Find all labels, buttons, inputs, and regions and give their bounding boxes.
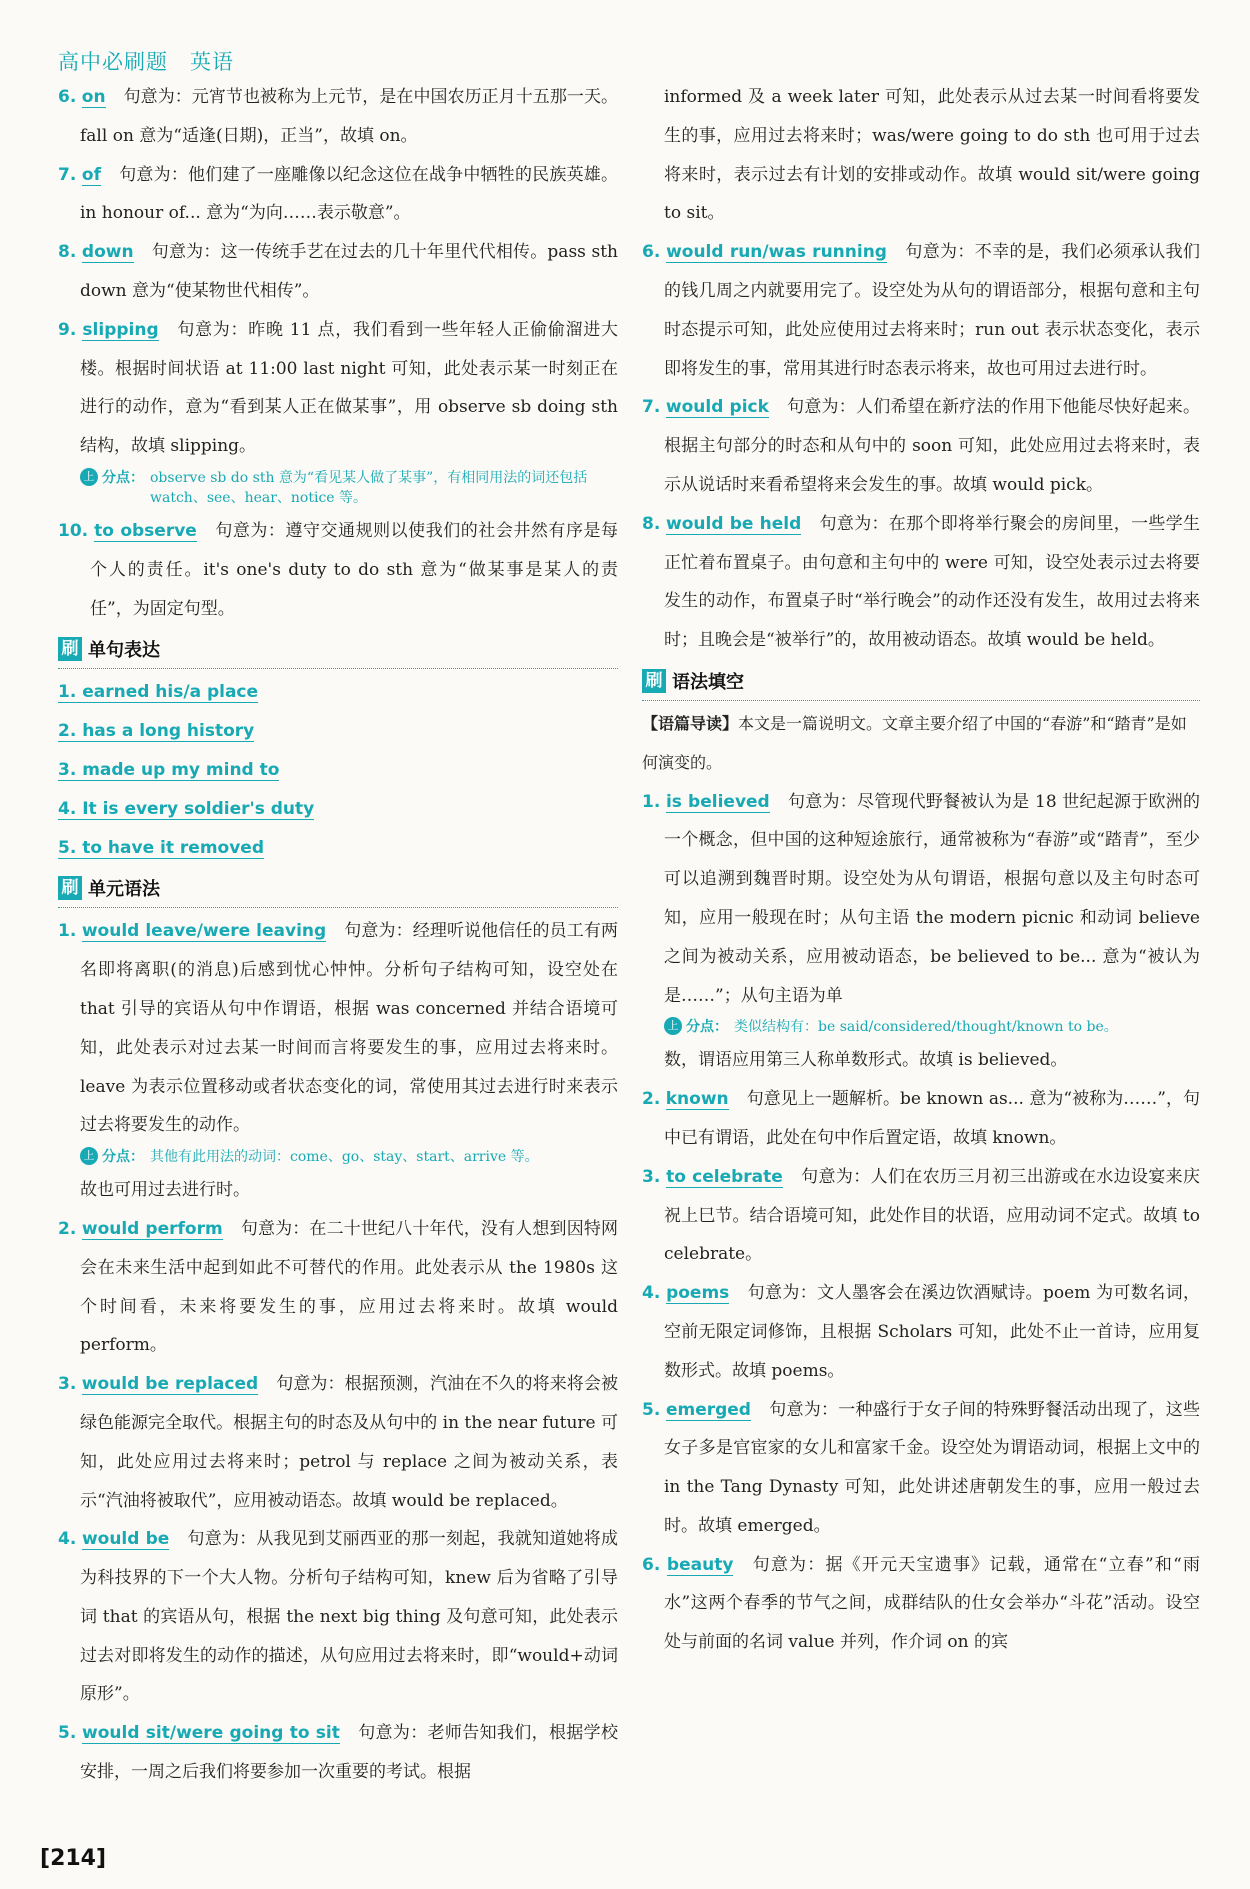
explanation: 句意为：在二十世纪八十年代，没有人想到因特网会在未来生活中起到如此不可替代的作用。此处表示从 the 1980s 这个时间看，未来将要发生的事，应用过去将来时。故填 would perform。 (80, 1218, 618, 1356)
section-title: 单句表达 (88, 640, 160, 662)
answer-item: 8. would be held 句意为：在那个即将举行聚会的房间里，一些学生正忙着布置桌子。由句意和主句中的 were 可知，设空处表示过去将要发生的动作，布置桌子时“举行晚会”的动作还没有发生，故用过去将来时；且晚会是“被举行”的，故用被动语态。故填 would be held。 (642, 513, 1201, 651)
explanation: 句意为：从我见到艾丽西亚的那一刻起，我就知道她将成为科技界的下一个大人物。分析句子结构可知，knew 后为省略了引导词 that 的宾语从句，根据 the next big thing 及句意可知，此处表示过去对即将发生的动作的描述，从句应用过去将来时，即“would+动词原形”。 (80, 1529, 619, 1705)
page-number: [214] (40, 1846, 107, 1871)
continuation-text: 故也可用过去进行时。 (80, 1180, 250, 1201)
section-header (58, 869, 618, 908)
explanation: 句意为：一种盛行于女子间的特殊野餐活动出现了，这些女子多是官宦家的女儿和富家千金。设空处为谓语动词，根据上文中的 in the Tang Dynasty 可知，此处讲述唐朝发生的事，应用一般过去时。故填 emerged。 (664, 1399, 1201, 1536)
section-badge: 刷 (642, 669, 666, 693)
explanation: 句意为：元宵节也被称为上元节，是在中国农历正月十五那一天。fall on 意为“适逢(日期)，正当”，故填 on。 (80, 87, 619, 146)
section-title: 语法填空 (672, 671, 744, 693)
answer-item: 8. down 句意为：这一传统手艺在过去的几十年里代代相传。pass sth down 意为“使某物世代相传”。 (58, 242, 618, 301)
explanation: 句意为：尽管现代野餐被认为是 18 世纪起源于欧洲的一个概念，但中国的这种短途旅行，通常被称为“春游”或“踏青”，至少可以追溯到魏晋时期。设空处为从句谓语，根据句意以及主句时态可知，应用一般现在时；从句主语 the modern picnic 和动词 believe 之间为被动关系，应用被动语态，be believed to be... 意为“被认为是……”；从句主语为单 (664, 791, 1200, 1006)
answer-text: poems (666, 1283, 730, 1304)
explanation: 句意为：人们在农历三月初三出游或在水边设宴来庆祝上巳节。结合语境可知，此处作目的状语，应用动词不定式。故填 to celebrate。 (664, 1166, 1201, 1265)
answer-item: 3. would be replaced 句意为：根据预测，汽油在不久的将来将会被绿色能源完全取代。根据主句的时态及从句中的 in the near future 可知，此处应用过去将来时；petrol 与 replace 之间为被动关系，表示“汽油将被取代”，应用被动语态。故填 would be replaced。 (58, 1374, 618, 1511)
section-header (58, 630, 618, 669)
answer-item: 4. poems 句意为：文人墨客会在溪边饮酒赋诗。poem 为可数名词，空前无限定词修饰，且根据 Scholars 可知，此处不止一首诗，应用复数形式。故填 poems。 (642, 1283, 1200, 1381)
explanation: 句意为：据《开元天宝遗事》记载，通常在“立春”和“雨水”这两个春季的节气之间，成群结队的仕女会举办“斗花”活动。设空处与前面的名词 value 并列，作介词 on 的宾 (664, 1554, 1200, 1653)
explanation: 句意为：人们希望在新疗法的作用下他能尽快好起来。根据主句部分的时态和从句中的 soon 可知，此处应用过去将来时，表示从说话时来看希望将来会发生的事。故填 would pick。 (664, 397, 1201, 495)
answer-text: would leave/were leaving (81, 921, 327, 942)
continuation-text: informed 及 a week later 可知，此处表示从过去某一时间看将要发生的事，应用过去将来时；was/were going to do sth 也可用于过去将来时，表示过去有计划的安排或动作。故填 would sit/were going to sit。 (664, 87, 1200, 224)
explanation: 句意见上一题解析。be known as... 意为“被称为……”，句中已有谓语，此处在句中作后置定语，故填 known。 (664, 1089, 1201, 1148)
answer-text: to celebrate (666, 1166, 783, 1187)
answer-text: known (665, 1089, 729, 1110)
answer-item: 4. would be 句意为：从我见到艾丽西亚的那一刻起，我就知道她将成为科技界的下一个大人物。分析句子结构可知，knew 后为省略了引导词 that 的宾语从句，根据 the next big thing 及句意可知，此处表示过去对即将发生的动作的描述，从句应用过去将来时，即“would+动词原形”。 (58, 1529, 619, 1705)
answer-text: would run/was running (666, 242, 887, 263)
answer-text: would perform (81, 1218, 223, 1239)
explanation: 句意为：这一传统手艺在过去的几十年里代代相传。pass sth down 意为“使某物世代相传”。 (80, 242, 618, 301)
right-column (642, 78, 1200, 1662)
tip-icon: 上 (80, 468, 98, 486)
tip-note: 上 分点： 其他有此用法的动词：come、go、stay、start、arrive 等。 (80, 1147, 618, 1167)
answer-text: beauty (666, 1554, 734, 1575)
answer-item: 7. would pick 句意为：人们希望在新疗法的作用下他能尽快好起来。根据主句部分的时态和从句中的 soon 可知，此处应用过去将来时，表示从说话时来看希望将来会发生的事。故填 would pick。 (642, 397, 1201, 495)
answer-text: on (81, 87, 106, 107)
answer-item: 1. is believed 句意为：尽管现代野餐被认为是 18 世纪起源于欧洲的一个概念，但中国的这种短途旅行，通常被称为“春游”或“踏青”，至少可以追溯到魏晋时期。设空处为从句谓语，根据句意以及主句时态可知，应用一般现在时；从句主语 the modern picnic 和动词 believe 之间为被动关系，应用被动语态，be believed to be... 意为“被认为是……”；从句主语为单 (642, 791, 1200, 1006)
section-badge: 刷 (58, 637, 82, 661)
tip-icon: 上 (664, 1017, 682, 1035)
section-title: 单元语法 (88, 879, 160, 901)
page-header (58, 46, 234, 76)
explanation: 句意为：文人墨客会在溪边饮酒赋诗。poem 为可数名词，空前无限定词修饰，且根据 Scholars 可知，此处不止一首诗，应用复数形式。故填 poems。 (664, 1283, 1200, 1381)
answer-item: 5. emerged 句意为：一种盛行于女子间的特殊野餐活动出现了，这些女子多是官宦家的女儿和富家千金。设空处为谓语动词，根据上文中的 in the Tang Dynasty 可知，此处讲述唐朝发生的事，应用一般过去时。故填 emerged。 (642, 1399, 1201, 1536)
answer-text: to observe (94, 520, 197, 541)
short-answer: 1. earned his/a place (58, 682, 259, 703)
answer-item: 7. of 句意为：他们建了一座雕像以纪念这位在战争中牺牲的民族英雄。in honour of... 意为“为向……表示敬意”。 (58, 164, 619, 224)
answer-item: 5. would sit/were going to sit 句意为：老师告知我们，根据学校安排，一周之后我们将要参加一次重要的考试。根据 (58, 1723, 618, 1783)
answer-item: 6. beauty 句意为：据《开元天宝遗事》记载，通常在“立春”和“雨水”这两个春季的节气之间，成群结队的仕女会举办“斗花”活动。设空处与前面的名词 value 并列，作介词 on 的宾 (642, 1554, 1200, 1653)
short-answer: 4. It is every soldier's duty (58, 798, 315, 819)
answer-text: would sit/were going to sit (82, 1723, 340, 1744)
tip-note: 上 分点： 类似结构有：be said/considered/thought/known to be。 (664, 1017, 1200, 1037)
section-header (642, 662, 1200, 701)
short-answer: 5. to have it removed (58, 837, 264, 858)
explanation: 句意为：不幸的是，我们必须承认我们的钱几周之内就要用完了。设空处为从句的谓语部分，根据句意和主句时态提示可知，此处应使用过去将来时；run out 表示状态变化，表示即将发生的事，常用其进行时态表示将来，故也可用过去进行时。 (664, 242, 1201, 379)
answer-item: 6. on 句意为：元宵节也被称为上元节，是在中国农历正月十五那一天。fall on 意为“适逢(日期)，正当”，故填 on。 (58, 87, 619, 146)
answer-item: 2. known 句意见上一题解析。be known as... 意为“被称为……”，句中已有谓语，此处在句中作后置定语，故填 known。 (642, 1089, 1201, 1148)
answer-text: emerged (665, 1399, 751, 1420)
answer-item: 1. would leave/were leaving 句意为：经理听说他信任的员工有两名即将离职(的消息)后感到忧心忡忡。分析句子结构可知，设空处在 that 引导的宾语从句中作谓语，根据 was concerned 并结合语境可知，此处表示对过去某一时间而言将要发生的事，应用过去将来时。leave 为表示位置移动或者状态变化的词，常使用其过去进行时来表示过去将要发生的动作。 (58, 921, 619, 1136)
explanation: 句意为：他们建了一座雕像以纪念这位在战争中牺牲的民族英雄。in honour of... 意为“为向……表示敬意”。 (80, 164, 619, 224)
intro-label: 【语篇导读】 (642, 713, 739, 733)
explanation: 句意为：昨晚 11 点，我们看到一些年轻人正偷偷溜进大楼。根据时间状语 at 11:00 last night 可知，此处表示某一时刻正在进行的动作，意为“看到某人正在做某事”，用 observe sb doing sth 结构，故填 slipping。 (80, 319, 618, 457)
explanation: 句意为：经理听说他信任的员工有两名即将离职(的消息)后感到忧心忡忡。分析句子结构可知，设空处在 that 引导的宾语从句中作谓语，根据 was concerned 并结合语境可知，此处表示对过去某一时间而言将要发生的事，应用过去将来时。leave 为表示位置移动或者状态变化的词，常使用其过去进行时来表示过去将要发生的动作。 (80, 921, 619, 1136)
answer-text: would be held (666, 513, 802, 534)
answer-text: down (81, 242, 134, 263)
subject-title: 英语 (190, 50, 234, 74)
answer-item: 10. to observe 句意为：遵守交通规则以使我们的社会井然有序是每个人的责任。it's one's duty to do sth 意为“做某事是某人的责任”，为固定句型。 (58, 520, 619, 619)
explanation: 句意为：根据预测，汽油在不久的将来将会被绿色能源完全取代。根据主句的时态及从句中的 in the near future 可知，此处应用过去将来时；petrol 与 replace 之间为被动关系，表示“汽油将被取代”，应用被动语态。故填 would be replaced。 (80, 1374, 618, 1511)
explanation: 句意为：在那个即将举行聚会的房间里，一些学生正忙着布置桌子。由句意和主句中的 were 可知，设空处表示过去将要发生的动作，布置桌子时“举行晚会”的动作还没有发生，故用过去将来时；且晚会是“被举行”的，故用被动语态。故填 would be held。 (664, 513, 1201, 651)
book-title: 高中必刷题 (58, 50, 168, 74)
short-answer: 3. made up my mind to (58, 759, 280, 780)
answer-item: 2. would perform 句意为：在二十世纪八十年代，没有人想到因特网会在未来生活中起到如此不可替代的作用。此处表示从 the 1980s 这个时间看，未来将要发生的事，应用过去将来时。故填 would perform。 (58, 1218, 618, 1356)
intro-text: 本文是一篇说明文。文章主要介绍了中国的“春游”和“踏青”是如何演变的。 (642, 713, 1187, 772)
answer-text: slipping (82, 319, 159, 340)
explanation: 句意为：遵守交通规则以使我们的社会井然有序是每个人的责任。it's one's duty to do sth 意为“做某事是某人的责任”，为固定句型。 (90, 520, 619, 619)
answer-text: would be replaced (81, 1374, 259, 1395)
answer-item: 3. to celebrate 句意为：人们在农历三月初三出游或在水边设宴来庆祝上巳节。结合语境可知，此处作目的状语，应用动词不定式。故填 to celebrate。 (642, 1166, 1201, 1265)
short-answer: 2. has a long history (58, 721, 255, 742)
answer-item: 9. slipping 句意为：昨晚 11 点，我们看到一些年轻人正偷偷溜进大楼。根据时间状语 at 11:00 last night 可知，此处表示某一时刻正在进行的动作，意为“看到某人正在做某事”，用 observe sb doing sth 结构，故填 slipping。 (58, 319, 618, 457)
answer-text: is believed (665, 791, 770, 812)
answer-text: of (81, 164, 101, 185)
left-column (58, 78, 618, 1792)
section-badge: 刷 (58, 876, 82, 900)
explanation: 句意为：老师告知我们，根据学校安排，一周之后我们将要参加一次重要的考试。根据 (80, 1723, 618, 1783)
answer-item: 6. would run/was running 句意为：不幸的是，我们必须承认我们的钱几周之内就要用完了。设空处为从句的谓语部分，根据句意和主句时态提示可知，此处应使用过去将来时；run out 表示状态变化，表示即将发生的事，常用其进行时态表示将来，故也可用过去进行时。 (642, 242, 1201, 379)
answer-text: would pick (665, 397, 769, 418)
tip-icon: 上 (80, 1147, 98, 1165)
answer-text: would be (81, 1529, 170, 1550)
continuation-text: 数，谓语应用第三人称单数形式。故填 is believed。 (664, 1050, 1068, 1071)
passage-intro (642, 705, 1200, 783)
tip-note: 上 分点： observe sb do sth 意为“看见某人做了某事”，有相同用法的词还包括 watch、see、hear、notice 等。 (80, 468, 618, 508)
